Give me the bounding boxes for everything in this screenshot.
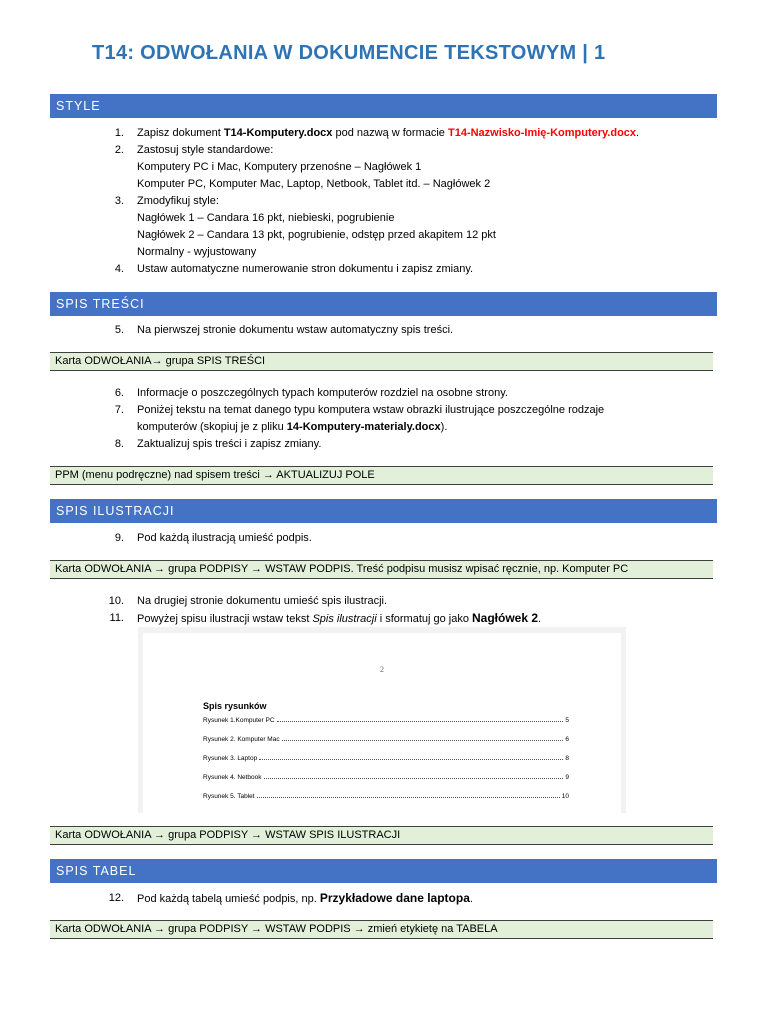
- figure-entry-page: 9: [565, 774, 569, 781]
- item-text: Na drugiej stronie dokumentu umieść spis ilustracji.: [137, 595, 388, 607]
- list-item: [0, 125, 720, 142]
- hint-box: Karta ODWOŁANIA→ grupa SPIS TREŚCI: [50, 352, 713, 371]
- item-text: Poniżej tekstu na temat danego typu komputera wstaw obrazki ilustrujące poszczególne rodzaje: [137, 404, 605, 416]
- item-text: i sformatuj go jako: [376, 613, 473, 625]
- figure-entry-label: Rysunek 5. Tablet: [203, 793, 255, 800]
- list-item: [0, 593, 720, 610]
- figure-entry-page: 10: [561, 793, 569, 800]
- caption-example: Przykładowe dane laptopa: [319, 891, 470, 905]
- list-spis-tresci-a: [0, 322, 720, 339]
- example-screenshot: [138, 627, 626, 813]
- item-text: Na pierwszej stronie dokumentu wstaw automatyczny spis treści.: [137, 324, 454, 336]
- materials-filename: 14-Komputery-materialy.docx: [286, 421, 441, 433]
- item-text: pod nazwą w formacie: [332, 127, 448, 139]
- source-filename: T14-Komputery.docx: [223, 127, 333, 139]
- item-number: 12.: [108, 892, 124, 904]
- item-text: Zapisz dokument: [137, 127, 224, 139]
- item-text: .: [538, 613, 542, 625]
- section-header-spis-tabel: SPIS TABEL: [50, 859, 717, 883]
- dot-leader: [277, 721, 564, 722]
- item-number: 10.: [108, 595, 124, 607]
- figure-entry-page: 5: [565, 717, 569, 724]
- example-page-number: 2: [380, 665, 384, 674]
- list-spis-tresci-b: [0, 385, 720, 453]
- item-number: 6.: [114, 387, 124, 399]
- list-item: [0, 142, 720, 193]
- list-item: [0, 436, 720, 453]
- figure-list-entry: [203, 771, 569, 781]
- list-item: [0, 890, 720, 908]
- item-text: Nagłówek 2 – Candara 13 pkt, pogrubienie, odstęp przed akapitem 12 pkt: [137, 229, 496, 241]
- example-list-heading: Spis rysunków: [203, 701, 267, 711]
- italic-text: Spis ilustracji: [312, 613, 377, 625]
- item-number: 7.: [114, 404, 124, 416]
- figure-entry-label: Rysunek 2. Komputer Mac: [203, 736, 280, 743]
- hint-box: Karta ODWOŁANIA → grupa PODPISY → WSTAW SPIS ILUSTRACJI: [50, 826, 713, 845]
- item-text: ).: [440, 421, 448, 433]
- item-text: Pod każdą ilustracją umieść podpis.: [137, 532, 312, 544]
- figure-entry-label: Rysunek 1.Komputer PC: [203, 717, 275, 724]
- item-text: .: [636, 127, 640, 139]
- item-text: komputerów (skopiuj je z pliku: [137, 421, 287, 433]
- list-item: [0, 322, 720, 339]
- list-item: [0, 193, 720, 261]
- item-number: 2.: [114, 144, 124, 156]
- list-item: [0, 385, 720, 402]
- example-page: [143, 633, 621, 813]
- figure-entry-label: Rysunek 3. Laptop: [203, 755, 258, 762]
- item-text: Komputer PC, Komputer Mac, Laptop, Netbook, Tablet itd. – Nagłówek 2: [137, 178, 491, 190]
- item-number: 5.: [114, 324, 124, 336]
- item-text: Pod każdą tabelą umieść podpis, np.: [137, 893, 320, 905]
- figure-entry-page: 6: [565, 736, 569, 743]
- hint-box: Karta ODWOŁANIA → grupa PODPISY → WSTAW PODPIS → zmień etykietę na TABELA: [50, 920, 713, 939]
- item-number: 8.: [114, 438, 124, 450]
- list-spis-tabel: [0, 890, 720, 908]
- style-name: Nagłówek 2: [472, 611, 539, 625]
- item-number: 11.: [109, 612, 124, 624]
- figure-entry-label: Rysunek 4. Netbook: [203, 774, 262, 781]
- section-header-style: STYLE: [50, 94, 717, 118]
- item-number: 1.: [114, 127, 124, 139]
- item-text: Zmodyfikuj style:: [137, 195, 219, 207]
- item-text: Nagłówek 1 – Candara 16 pkt, niebieski, pogrubienie: [137, 212, 395, 224]
- page-title: T14: ODWOŁANIA W DOKUMENCIE TEKSTOWYM | 1: [92, 42, 606, 64]
- list-item: [0, 402, 720, 436]
- item-number: 9.: [114, 532, 124, 544]
- dot-leader: [264, 778, 564, 779]
- list-spis-ilustracji-b: [0, 593, 720, 628]
- figure-list-entry: [203, 752, 569, 762]
- target-filename: T14-Nazwisko-Imię-Komputery.docx: [447, 127, 637, 139]
- list-style: [0, 125, 720, 278]
- item-text: Powyżej spisu ilustracji wstaw tekst: [137, 613, 313, 625]
- list-item: [0, 261, 720, 278]
- item-text: Normalny - wyjustowany: [137, 246, 257, 258]
- hint-box: PPM (menu podręczne) nad spisem treści → AKTUALIZUJ POLE: [50, 466, 713, 485]
- item-text: .: [469, 893, 473, 905]
- figure-list-entry: [203, 714, 569, 724]
- list-spis-ilustracji-a: [0, 530, 720, 547]
- hint-box: Karta ODWOŁANIA → grupa PODPISY → WSTAW PODPIS. Treść podpisu musisz wpisać ręcznie, np. Komputer PC: [50, 560, 713, 579]
- figure-list-entry: [203, 790, 569, 800]
- section-header-spis-ilustracji: SPIS ILUSTRACJI: [50, 499, 717, 523]
- item-text: Zaktualizuj spis treści i zapisz zmiany.: [137, 438, 322, 450]
- item-number: 3.: [114, 195, 124, 207]
- item-number: 4.: [114, 263, 124, 275]
- dot-leader: [282, 740, 564, 741]
- list-item: [0, 530, 720, 547]
- item-text: Komputery PC i Mac, Komputery przenośne – Nagłówek 1: [137, 161, 422, 173]
- dot-leader: [259, 759, 563, 760]
- item-text: Ustaw automatyczne numerowanie stron dokumentu i zapisz zmiany.: [137, 263, 474, 275]
- list-item: [0, 610, 720, 628]
- section-header-spis-tresci: SPIS TREŚCI: [50, 292, 717, 316]
- item-text: Informacje o poszczególnych typach komputerów rozdziel na osobne strony.: [137, 387, 508, 399]
- figure-list-entry: [203, 733, 569, 743]
- figure-entry-page: 8: [565, 755, 569, 762]
- item-text: Zastosuj style standardowe:: [137, 144, 274, 156]
- dot-leader: [257, 797, 560, 798]
